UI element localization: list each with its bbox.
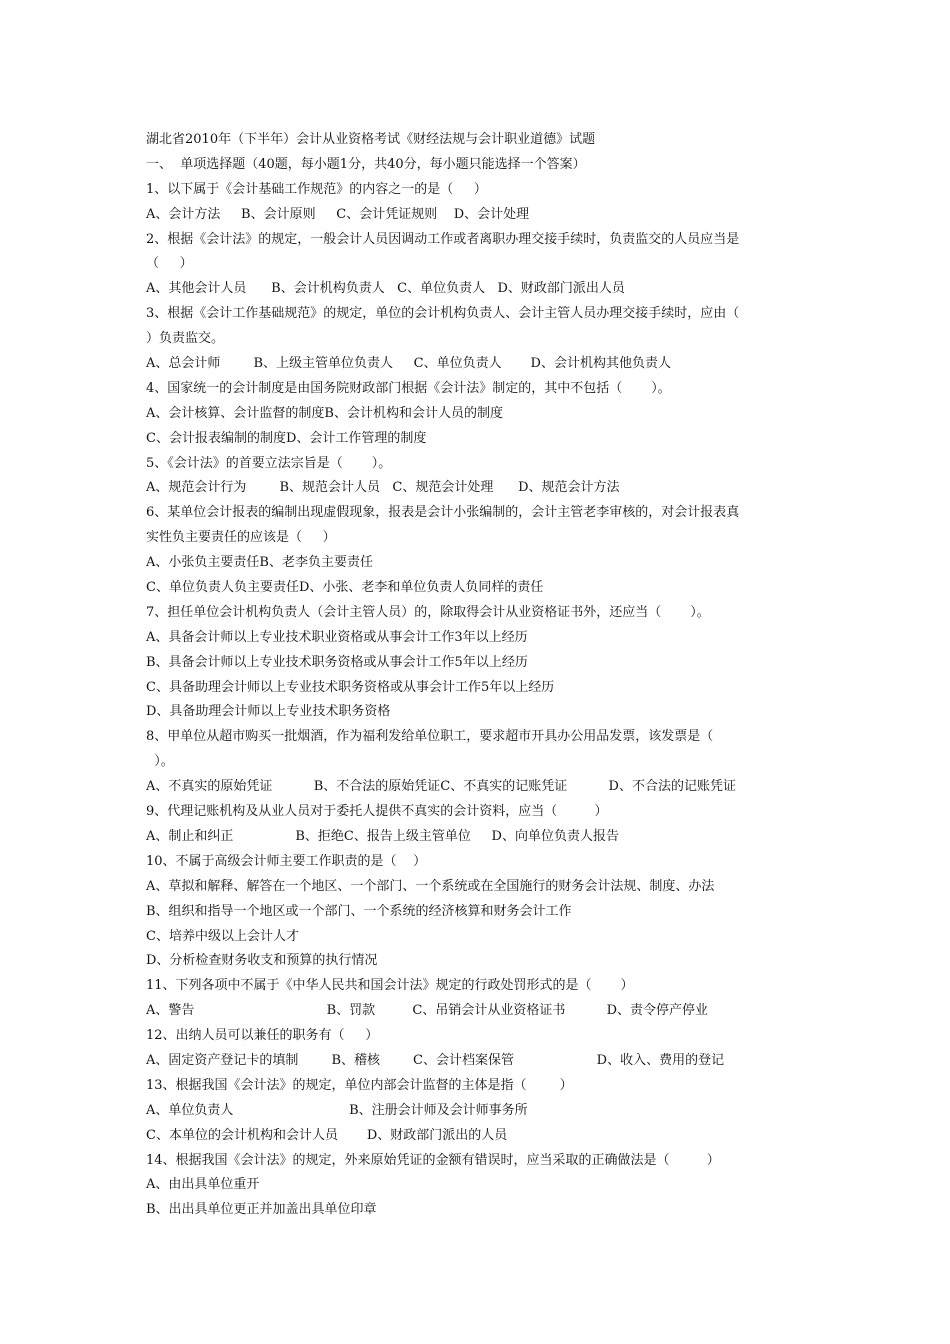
option-line: B、组织和指导一个地区或一个部门、一个系统的经济核算和财务会计工作 — [146, 903, 572, 919]
question-line: 实性负主要责任的应该是（ ） — [146, 530, 336, 546]
option-line: A、会计核算、会计监督的制度B、会计机构和会计人员的制度 — [146, 405, 503, 421]
question-line: 8、甲单位从超市购买一批烟酒，作为福利发给单位职工，要求超市开具办公用品发票，该发票是（ — [146, 729, 714, 745]
question-line: （ ） — [146, 256, 193, 272]
exam-document — [146, 128, 814, 1223]
question-line: 1、以下属于《会计基础工作规范》的内容之一的是（ ） — [146, 181, 487, 197]
option-line: B、具备会计师以上专业技术职务资格或从事会计工作5年以上经历 — [146, 654, 528, 670]
question-line: ）。 — [146, 754, 174, 770]
question-line: 3、根据《会计工作基础规范》的规定，单位的会计机构负责人、会计主管人员办理交接手续时，应由（ — [146, 306, 740, 322]
option-line: A、固定资产登记卡的填制 B、稽核 C、会计档案保管 D、收入、费用的登记 — [146, 1052, 725, 1068]
option-line: A、其他会计人员 B、会计机构负责人 C、单位负责人 D、财政部门派出人员 — [146, 281, 625, 297]
option-line: C、会计报表编制的制度D、会计工作管理的制度 — [146, 430, 427, 446]
question-line: ）负责监交。 — [146, 331, 225, 347]
question-line: 10、不属于高级会计师主要工作职责的是（ ） — [146, 853, 427, 869]
option-line: A、警告 B、罚款 C、吊销会计从业资格证书 D、责令停产停业 — [146, 1003, 709, 1019]
section-heading: 一、 单项选择题（40题，每小题1分，共40分，每小题只能选择一个答案） — [146, 156, 586, 172]
question-line: 11、下列各项中不属于《中华人民共和国会计法》规定的行政处罚形式的是（ ） — [146, 978, 634, 994]
option-line: C、单位负责人负主要责任D、小张、老李和单位负责人负同样的责任 — [146, 580, 544, 596]
option-line: A、草拟和解释、解答在一个地区、一个部门、一个系统或在全国施行的财务会计法规、制度、办法 — [146, 878, 715, 894]
option-line: A、制止和纠正 B、拒绝C、报告上级主管单位 D、向单位负责人报告 — [146, 828, 619, 844]
question-line: 5、《会计法》的首要立法宗旨是（ ）。 — [146, 455, 392, 471]
option-line: A、具备会计师以上专业技术职业资格或从事会计工作3年以上经历 — [146, 629, 528, 645]
option-line: A、不真实的原始凭证 B、不合法的原始凭证C、不真实的记账凭证 D、不合法的记账凭证 — [146, 779, 736, 795]
question-line: 7、担任单位会计机构负责人（会计主管人员）的，除取得会计从业资格证书外，还应当（ ）。 — [146, 604, 710, 620]
option-line: D、分析检查财务收支和预算的执行情况 — [146, 953, 378, 969]
option-line: A、单位负责人 B、注册会计师及会计师事务所 — [146, 1102, 528, 1118]
question-line: 13、根据我国《会计法》的规定，单位内部会计监督的主体是指（ ） — [146, 1077, 573, 1093]
option-line: C、培养中级以上会计人才 — [146, 928, 299, 944]
option-line: C、本单位的会计机构和会计人员 D、财政部门派出的人员 — [146, 1127, 508, 1143]
document-title: 湖北省2010年（下半年）会计从业资格考试《财经法规与会计职业道德》试题 — [146, 132, 596, 147]
option-line: A、小张负主要责任B、老李负主要责任 — [146, 555, 373, 571]
question-line: 4、国家统一的会计制度是由国务院财政部门根据《会计法》制定的，其中不包括（ ）。 — [146, 380, 671, 396]
option-line: A、规范会计行为 B、规范会计人员 C、规范会计处理 D、规范会计方法 — [146, 480, 620, 496]
option-line: A、由出具单位重开 — [146, 1177, 260, 1193]
option-line: C、具备助理会计师以上专业技术职务资格或从事会计工作5年以上经历 — [146, 679, 555, 695]
question-line: 6、某单位会计报表的编制出现虚假现象，报表是会计小张编制的，会计主管老李审核的，对会计报表真 — [146, 505, 740, 521]
option-line: B、出出具单位更正并加盖出具单位印章 — [146, 1202, 377, 1218]
option-line: A、总会计师 B、上级主管单位负责人 C、单位负责人 D、会计机构其他负责人 — [146, 356, 671, 372]
question-line: 12、出纳人员可以兼任的职务有（ ） — [146, 1028, 379, 1044]
option-line: A、会计方法 B、会计原则 C、会计凭证规则 D、会计处理 — [146, 206, 530, 222]
question-line: 2、根据《会计法》的规定，一般会计人员因调动工作或者离职办理交接手续时，负责监交的人员应当是 — [146, 231, 740, 247]
option-line: D、具备助理会计师以上专业技术职务资格 — [146, 704, 391, 720]
question-line: 9、代理记账机构及从业人员对于委托人提供不真实的会计资料，应当（ ） — [146, 804, 608, 820]
question-line: 14、根据我国《会计法》的规定，外来原始凭证的金额有错误时，应当采取的正确做法是（ ） — [146, 1152, 720, 1168]
